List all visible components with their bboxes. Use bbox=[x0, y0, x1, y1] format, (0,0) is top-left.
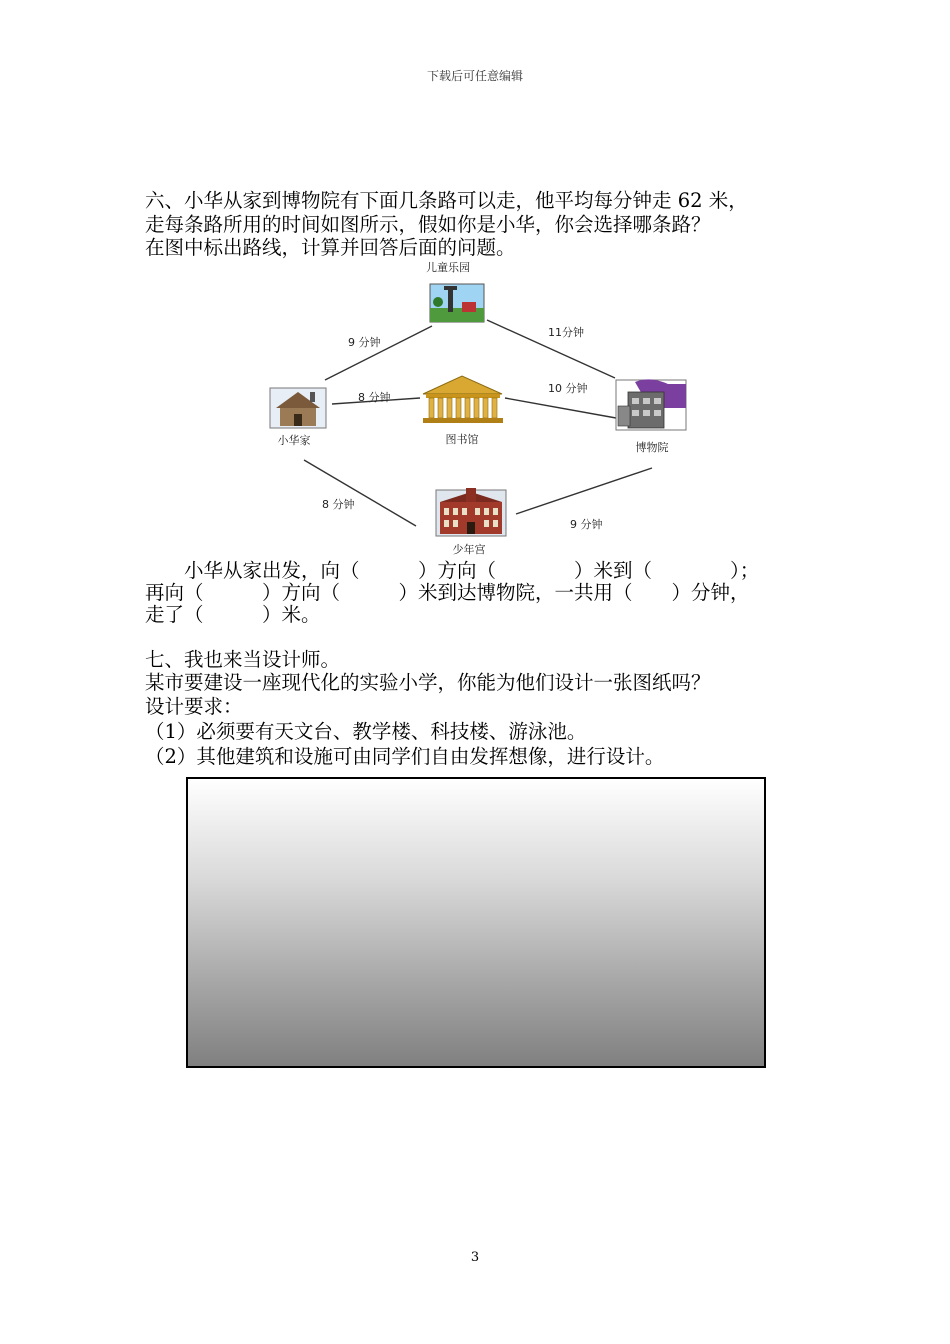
fill-line3: 走了（ ）米。 bbox=[145, 603, 321, 626]
q7-req1: （1）必须要有天文台、教学楼、科技楼、游泳池。 bbox=[145, 720, 587, 743]
time-label-palace-museum: 9 分钟 bbox=[570, 518, 603, 531]
q7-line1: 某市要建设一座现代化的实验小学，你能为他们设计一张图纸吗？ bbox=[145, 671, 711, 694]
route-map bbox=[240, 258, 720, 560]
q6-line3: 在图中标出路线，计算并回答后面的问题。 bbox=[145, 236, 516, 259]
youth-palace-icon bbox=[436, 488, 506, 536]
place-label-park: 儿童乐园 bbox=[426, 261, 470, 274]
library-icon bbox=[423, 376, 503, 423]
fill-line2: 再向（ ）方向（ ）米到达博物院，一共用（ ）分钟， bbox=[145, 581, 750, 604]
time-label-home-library: 8 分钟 bbox=[358, 391, 391, 404]
q6-line1: 六、小华从家到博物院有下面几条路可以走，他平均每分钟走 62 米， bbox=[145, 189, 748, 212]
q7-req2: （2）其他建筑和设施可由同学们自由发挥想像，进行设计。 bbox=[145, 745, 665, 768]
place-label-palace: 少年宫 bbox=[452, 543, 486, 556]
place-label-home: 小华家 bbox=[277, 434, 311, 447]
fill-line1: 小华从家出发，向（ ）方向（ ）米到（ ）； bbox=[145, 559, 760, 582]
design-drawing-area bbox=[186, 777, 766, 1068]
page-header: 下载后可任意编辑 bbox=[426, 69, 523, 83]
museum-icon bbox=[616, 379, 686, 430]
time-label-park-museum: 11分钟 bbox=[548, 326, 584, 339]
time-label-home-park: 9 分钟 bbox=[348, 336, 381, 349]
home-icon bbox=[270, 388, 326, 428]
q7-line2: 设计要求： bbox=[145, 695, 243, 718]
q7-title: 七、我也来当设计师。 bbox=[145, 648, 341, 671]
place-label-library: 图书馆 bbox=[445, 433, 479, 446]
park-icon bbox=[430, 284, 484, 322]
q6-line2: 走每条路所用的时间如图所示，假如你是小华，你会选择哪条路？ bbox=[145, 213, 711, 236]
page-number: 3 bbox=[470, 1250, 480, 1265]
place-label-museum: 博物院 bbox=[635, 441, 669, 454]
time-label-library-museum: 10 分钟 bbox=[548, 382, 588, 395]
time-label-home-palace: 8 分钟 bbox=[322, 498, 355, 511]
